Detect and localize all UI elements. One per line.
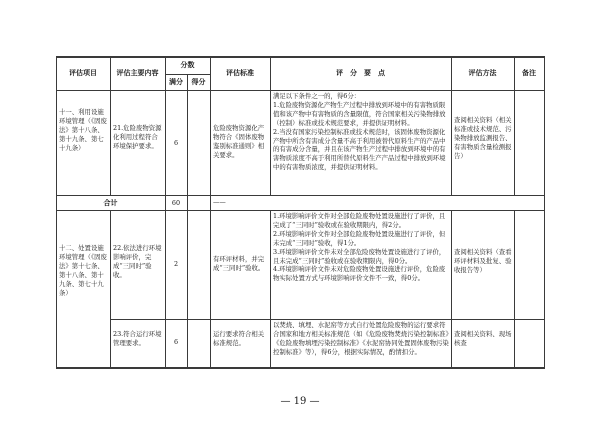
total-label: 合计 [103, 199, 118, 207]
s12-row23-points: 以焚烧、填埋、水泥窑等方式自行处置危险废物的运行要求符合国家和地方相关标准规范（如《危险废物焚烧污染控制标准》《危险废物填埋污染控制标准》《水泥窑协同处置固体废物污染控制标准》等），得6分，根据实际情况，酌情扣分。 [273, 321, 449, 356]
s12-row23-content: 23.符合运行环境管理要求。 [113, 330, 162, 347]
s11-standard: 危险废物资源化产物符合《固体废物鉴别标准通则》相关要求。 [213, 124, 265, 159]
header-method: 评估方法 [468, 69, 497, 77]
s12-row23-full: 6 [173, 338, 179, 346]
header-content: 评估主要内容 [116, 69, 159, 77]
header-points: 评 分 要 点 [336, 69, 385, 77]
header-score: 分数 [180, 61, 195, 69]
s12-row22-standard: 有环评材料，并完成“三同时”验收。 [213, 255, 265, 272]
header-note: 备注 [522, 69, 536, 77]
page-number: — 19 — [280, 396, 320, 407]
s12-row22-full: 2 [173, 260, 179, 268]
s12-row22-content: 22.依法进行环境影响评价，完成“三同时”验收。 [113, 244, 162, 279]
s11-points: 满足以下条件之一的，得6分： 1.危险废物资源化产物生产过程中排放到环境中的有害物质限值和该产物中有害物质的含量限值，符合国家相关污染物排放（控制）标准或技术规范要求，并提供证明材料。 2.当没有国家污染控制标准或技术规范时，该固体废物资源化产物中所含有害成分含量不高于利用被替代原料生产的产品中的有害成分含量，并且在该产物生产过程中排放到环境中的有害物质浓度不高于利用所替代原料生产产品过程中排放到环境中的有害物质浓度，并提供证明材料。 [273, 92, 446, 172]
total-dash: —— [213, 198, 226, 206]
s11-method: 查阅相关资料（相关标准或技术规范、污染物排放监测报告、有害物质含量检测报告） [454, 116, 512, 160]
s11-item: 十一、利用设施环境管理（《固废法》第十八条、第十九条、第七十九条） [59, 108, 107, 152]
s12-item: 十二、处置设施环境管理（《固废法》第十七条、第十八条、第十九条、第七十九条） [59, 244, 107, 297]
s12-row22-points: 1.环境影响评价文件对全部危险废物处置设施进行了评价，且完成了“三同时”验收或在验收期限内，得2分。 2.环境影响评价文件对全部危险废物处置设施进行了评价，但未完成“三同时”验收，得1分。 3.环境影响评价文件未对全部危险废物处置设施进行了评价，且未完成“三同时”验收或在验收期限内，得0分。 4.环境影响评价文件未对危险废物处置设施进行评价，危险废物实际处置方式与环境影响评价文件不一致，得0分。 [273, 212, 446, 283]
header-got: 得分 [191, 78, 206, 86]
s12-row23-standard: 运行要求符合相关标准规范。 [213, 330, 265, 347]
s12-row22-method: 查阅相关资料（查看环评材料及批复、验收报告等） [454, 248, 512, 274]
header-full: 满分 [169, 78, 183, 86]
s12-row23-method: 查阅相关资料、现场核查 [454, 330, 512, 347]
total-value: 60 [171, 199, 181, 207]
header-item: 评估项目 [69, 69, 97, 77]
s11-content: 21.危险废物资源化利用过程符合环境保护要求。 [113, 124, 162, 150]
header-standard: 评估标准 [226, 69, 254, 77]
s11-full: 6 [173, 139, 179, 147]
